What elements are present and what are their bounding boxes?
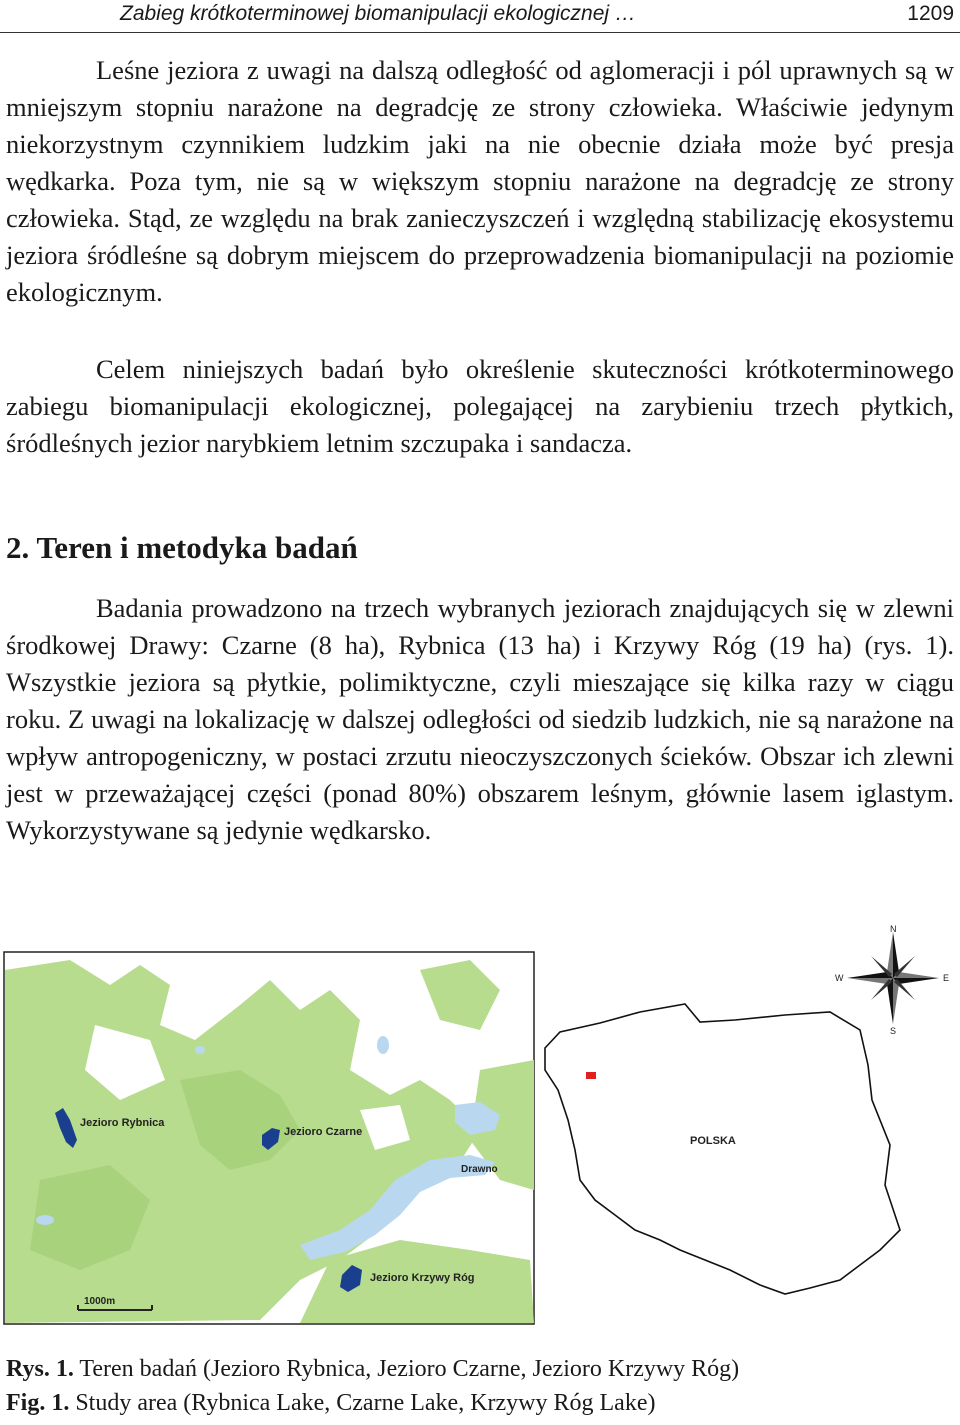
poland-inset	[545, 1004, 900, 1294]
label-krzywy-rog: Jezioro Krzywy Róg	[370, 1272, 475, 1284]
compass-rose-icon	[835, 924, 949, 1036]
poland-label: POLSKA	[690, 1135, 736, 1147]
compass-n: N	[890, 924, 897, 934]
page-header	[0, 0, 960, 30]
paragraph-methods: Badania prowadzono na trzech wybranych jeziorach znajdujących się w zlewni środkowej Drawy: Czarne (8 ha), Rybnica (13 ha) i Krzywy Róg (19 ha) (rys. 1). Wszystkie jeziora są płytkie, polimiktyczne, czyli mieszające się kilka razy w ciągu roku. Z uwagi na lokalizację w dalszej odległości od siedzib ludzkich, nie są narażone na wpływ antropogeniczny, w postaci zrzutu nieoczyszczonych ścieków. Obszar ich zlewni jest w przeważającej części (ponad 80%) obszarem leśnym, głównie lasem iglastym. Wykorzystywane są jedynie wędkarsko.	[6, 593, 954, 845]
caption-polish	[6, 1356, 739, 1383]
caption-english	[6, 1390, 655, 1417]
lake-small	[377, 1036, 389, 1054]
lake-small	[195, 1046, 205, 1054]
section-heading: 2. Teren i metodyka badań	[6, 530, 358, 565]
caption-polish-text: Teren badań (Jezioro Rybnica, Jezioro Czarne, Jezioro Krzywy Róg)	[73, 1356, 740, 1382]
paragraph-aim: Celem niniejszych badań było określenie skuteczności krótkoterminowego zabiegu biomanipulacji ekologicznej, polegającej na zarybieniu trzech płytkich, śródleśnych jezior narybkiem letnim szczupaka i sandacza.	[6, 354, 954, 458]
caption-english-text: Study area (Rybnica Lake, Czarne Lake, Krzywy Róg Lake)	[69, 1390, 656, 1416]
paragraph-forest-lakes: Leśne jeziora z uwagi na dalszą odległość od aglomeracji i pól uprawnych są w mniejszym stopniu narażone na degradcję ze strony człowieka. Właściwie jedynym niekorzystnym czynnikiem ludzkim jaki na nie obecnie działa może być presja wędkarka. Poza tym, nie są w większym stopniu narażone na degradcję ze strony człowieka. Stąd, ze względu na brak zanieczyszczeń i względną stabilizację ekosystemu jeziora śródleśne są dobrym miejscem do przeprowadzenia biomanipulacji na poziomie ekologicznym.	[6, 55, 954, 307]
study-area-figure	[0, 924, 960, 1330]
poland-outline	[545, 1004, 900, 1294]
compass-w: W	[835, 973, 844, 983]
label-czarne: Jezioro Czarne	[284, 1126, 363, 1138]
compass-s: S	[890, 1026, 897, 1036]
study-area-marker	[586, 1072, 596, 1079]
detail-map	[4, 952, 534, 1324]
page-number: 1209	[907, 2, 954, 25]
running-title: Zabieg krótkoterminowej biomanipulacji ekologicznej …	[120, 2, 636, 25]
scale-label: 1000m	[84, 1296, 116, 1307]
lake-small	[36, 1215, 54, 1225]
label-drawno: Drawno	[461, 1164, 498, 1175]
label-rybnica: Jezioro Rybnica	[80, 1117, 165, 1129]
compass-e: E	[943, 973, 950, 983]
caption-polish-label: Rys. 1.	[6, 1356, 74, 1382]
header-rule	[0, 32, 960, 33]
caption-english-label: Fig. 1.	[6, 1390, 70, 1416]
